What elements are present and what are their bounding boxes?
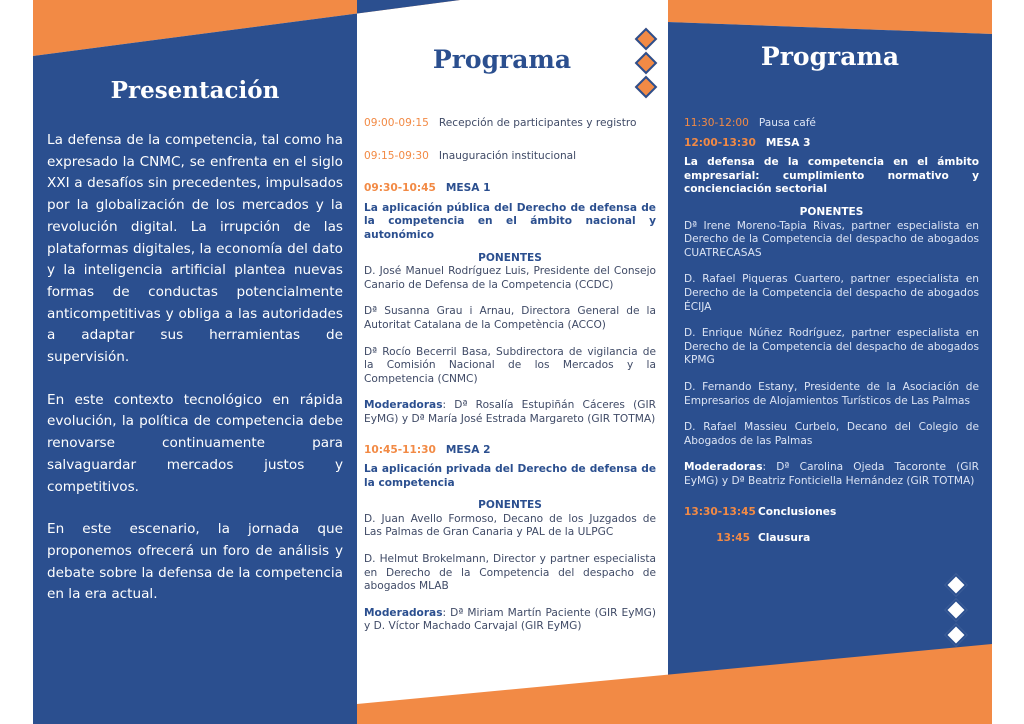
ponentes-heading: PONENTES — [799, 205, 864, 218]
mesa-header — [364, 444, 656, 458]
item-label: Inauguración institucional — [438, 149, 577, 162]
moderadoras-names: : Dª Carolina Ojeda Tacoronte (GIR EyMG) y Dª Beatriz Fonticiella Hernández (GIR TOTMA) — [684, 461, 979, 487]
speaker: D. Rafael Piqueras Cuartero, partner especialista en Derecho de la Competencia del despacho de abogados ÉCIJA — [684, 273, 979, 313]
mesa-header — [364, 182, 656, 196]
schedule-item — [364, 150, 656, 164]
item-time: 13:30-13:45 — [684, 506, 756, 519]
mesa-2 — [364, 444, 656, 635]
schedule-afternoon — [684, 117, 979, 558]
moderadoras-names: : Dª Miriam Martín Paciente (GIR EyMG) y D. Víctor Machado Carvajal (GIR EyMG) — [364, 606, 656, 633]
mesa-label: MESA 1 — [445, 182, 491, 195]
presentacion-text — [47, 130, 343, 627]
programa-title: Programa — [760, 42, 900, 71]
mesa-label: MESA 2 — [445, 443, 491, 456]
moderadoras — [364, 607, 656, 634]
mesa-time: 10:45-11:30 — [364, 443, 436, 456]
speaker: D. Enrique Núñez Rodríguez, partner especialista en Derecho de la Competencia del despacho de abogados KPMG — [684, 327, 979, 367]
ponentes-heading: PONENTES — [478, 251, 542, 264]
mesa-title: La aplicación privada del Derecho de defensa de la competencia — [364, 463, 656, 489]
clausura-row — [684, 532, 979, 546]
moderadoras — [364, 399, 656, 426]
item-time: 09:00-09:15 — [364, 117, 429, 129]
moderadoras-label: Moderadoras — [684, 461, 763, 474]
item-time: 11:30-12:00 — [684, 117, 749, 129]
schedule-item — [364, 117, 656, 131]
programa-title: Programa — [432, 45, 572, 74]
moderadoras-names: : Dª Rosalía Estupiñán Cáceres (GIR EyMG) y Dª María José Estrada Margareto (GIR TOTMA) — [364, 399, 656, 425]
speaker: Dª Irene Moreno-Tapia Rivas, partner especialista en Derecho de la Competencia del despacho de abogados CUATRECASAS — [684, 219, 979, 259]
mesa-title: La defensa de la competencia en el ámbito empresarial: cumplimiento normativo y concienciación sectorial — [684, 156, 979, 196]
item-time: 09:15-09:30 — [364, 149, 429, 162]
ponentes-heading: PONENTES — [478, 499, 542, 512]
schedule-morning — [364, 117, 656, 634]
mesa-3 — [684, 137, 979, 489]
speaker: D. Helmut Brokelmann, Director y partner especialista en Derecho de la Competencia del despacho de abogados MLAB — [364, 553, 656, 593]
item-label: Recepción de participantes y registro — [438, 117, 637, 129]
item-label: Conclusiones — [758, 506, 837, 519]
speaker: D. Juan Avello Formoso, Decano de los Juzgados de Las Palmas de Gran Canaria y PAL de la ULPGC — [364, 512, 656, 539]
speaker: D. José Manuel Rodríguez Luis, Presidente del Consejo Canario de Defensa de la Competencia (CCDC) — [364, 265, 656, 291]
moderadoras-label: Moderadoras — [364, 399, 443, 412]
mesa-1 — [364, 182, 656, 426]
mesa-time: 12:00-13:30 — [684, 136, 756, 149]
schedule-item — [684, 117, 979, 131]
speaker: Dª Rocío Becerril Basa, Subdirectora de vigilancia de la Comisión Nacional de los Mercados y la Competencia (CNMC) — [364, 345, 656, 385]
mesa-label: MESA 3 — [765, 136, 811, 149]
item-time: 13:45 — [716, 532, 750, 545]
intro-paragraph: En este escenario, la jornada que proponemos ofrecerá un foro de análisis y debate sobre la defensa de la competencia en la era actual. — [47, 521, 343, 603]
conclusiones-row — [684, 506, 979, 520]
intro-paragraph: En este contexto tecnológico en rápida evolución, la política de competencia debe renovarse continuamente para salvaguardar mercados justos y competitivos. — [47, 391, 343, 495]
item-label: Clausura — [758, 532, 811, 545]
mesa-title: La aplicación pública del Derecho de defensa de la competencia en el ámbito nacional y autonómico — [364, 201, 656, 241]
speaker: D. Rafael Massieu Curbelo, Decano del Colegio de Abogados de las Palmas — [684, 421, 979, 447]
intro-paragraph: La defensa de la competencia, tal como ha expresado la CNMC, se enfrenta en el siglo XXI a desafíos sin precedentes, impulsados por la globalización de los mercados y la revolución digital. La irrupción de las plataformas digitales, la economía del dato y la inteligencia artificial plantea nuevas formas de conductas potencialmente anticompetitivas y obliga a las autoridades a adaptar sus herramientas de supervisión. — [47, 132, 343, 366]
moderadoras-label: Moderadoras — [364, 606, 443, 619]
presentacion-title: Presentación — [110, 77, 280, 104]
mesa-time: 09:30-10:45 — [364, 182, 436, 195]
mesa-header — [684, 137, 979, 151]
moderadoras — [684, 461, 979, 488]
speaker: Dª Susanna Grau i Arnau, Directora General de la Autoritat Catalana de la Competència (ACCO) — [364, 305, 656, 331]
item-label: Pausa café — [758, 117, 816, 129]
speaker: D. Fernando Estany, Presidente de la Asociación de Empresarios de Alojamientos Turísticos de Las Palmas — [684, 380, 979, 407]
